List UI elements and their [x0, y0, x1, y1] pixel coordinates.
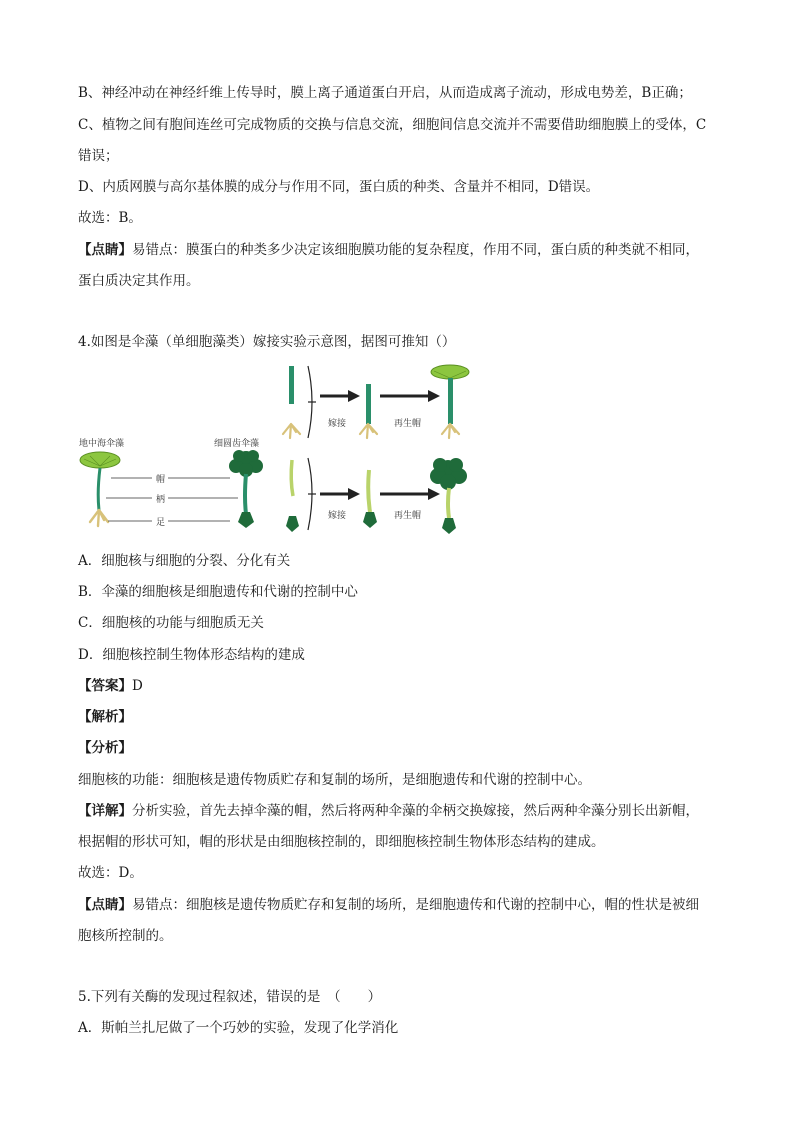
option-a: A．斯帕兰扎尼做了一个巧妙的实验，发现了化学消化	[78, 1020, 399, 1036]
top-grafted-stalk	[366, 384, 371, 424]
jiexi-heading: 【解析】	[78, 709, 132, 725]
step-label-regrow: 再生帽	[394, 419, 422, 429]
text-line: 根据帽的形状可知，帽的形状是由细胞核控制的，即细胞核控制生物体形态结构的建成。	[78, 834, 605, 850]
option-b: B．伞藻的细胞核是细胞遗传和代谢的控制中心	[78, 584, 358, 600]
bottom-grafted-stalk	[368, 470, 370, 512]
answer-value: D	[132, 678, 143, 694]
text-line: 故选：D。	[78, 865, 143, 881]
answer-tag: 【答案】	[78, 678, 132, 694]
left-stalk	[98, 468, 100, 510]
text-line: D、内质网膜与高尔基体膜的成分与作用不同，蛋白质的种类、含量并不相同，D错误。	[78, 179, 600, 195]
note-tag: 【点睛】	[78, 242, 132, 258]
top-foot-piece	[283, 424, 300, 438]
answer-line	[78, 677, 143, 695]
fenxi-heading: 【分析】	[78, 740, 132, 756]
note-text: 易错点：膜蛋白的种类多少决定该细胞膜功能的复杂程度，作用不同，蛋白质的种类就不相同，	[132, 242, 699, 258]
text-line: B、神经冲动在神经纤维上传导时，膜上离子通道蛋白开启，从而造成离子流动，形成电势差，B正确；	[78, 85, 692, 101]
right-foot	[238, 512, 254, 528]
note-text: 易错点：细胞核是遗传物质贮存和复制的场所，是细胞遗传和代谢的控制中心，帽的性状是被细	[132, 897, 699, 913]
option-c: C．细胞核的功能与细胞质无关	[78, 615, 264, 631]
question-stem: 4.如图是伞藻（单细胞藻类）嫁接实验示意图，据图可推知（）	[78, 334, 456, 350]
text-line: C、植物之间有胞间连丝可完成物质的交换与信息交流，细胞间信息交流并不需要借助细胞膜上的受体，C	[78, 117, 707, 133]
option-a: A．细胞核与细胞的分裂、分化有关	[78, 553, 291, 569]
text-line: 胞核所控制的。	[78, 928, 173, 944]
top-stalk-piece	[289, 366, 294, 404]
part-label-stalk: 柄	[156, 495, 166, 505]
step-label-regrow: 再生帽	[394, 511, 422, 521]
right-stalk	[245, 474, 246, 514]
umbrella-alga-grafting-figure	[76, 362, 476, 538]
left-foot	[90, 510, 108, 526]
step-label-graft: 嫁接	[328, 511, 347, 521]
detail-text: 分析实验，首先去掉伞藻的帽，然后将两种伞藻的伞柄交换嫁接，然后两种伞藻分别长出新帽，	[132, 803, 699, 819]
left-species-label: 地中海伞藻	[79, 439, 125, 449]
part-label-foot: 足	[156, 518, 166, 528]
detail-tag: 【详解】	[78, 803, 132, 819]
right-cap	[229, 450, 263, 477]
right-species-label: 细圆齿伞藻	[214, 439, 260, 449]
part-label-cap: 帽	[156, 475, 166, 485]
step-label-graft: 嫁接	[328, 419, 347, 429]
text-line: 错误；	[78, 148, 119, 164]
note-line	[78, 241, 699, 259]
text-line: 细胞核的功能：细胞核是遗传物质贮存和复制的场所，是细胞遗传和代谢的控制中心。	[78, 772, 591, 788]
text-line: 蛋白质决定其作用。	[78, 273, 200, 289]
note-tag: 【点睛】	[78, 897, 132, 913]
option-d: D．细胞核控制生物体形态结构的建成	[78, 647, 305, 663]
text-line: 故选：B。	[78, 210, 142, 226]
bottom-regrown-cap	[430, 458, 467, 490]
question-stem: 5.下列有关酶的发现过程叙述，错误的是 （ ）	[78, 989, 382, 1005]
detail-line	[78, 802, 699, 820]
bottom-stalk-piece	[291, 460, 293, 496]
note-line	[78, 896, 699, 914]
bottom-foot-piece	[286, 516, 299, 532]
